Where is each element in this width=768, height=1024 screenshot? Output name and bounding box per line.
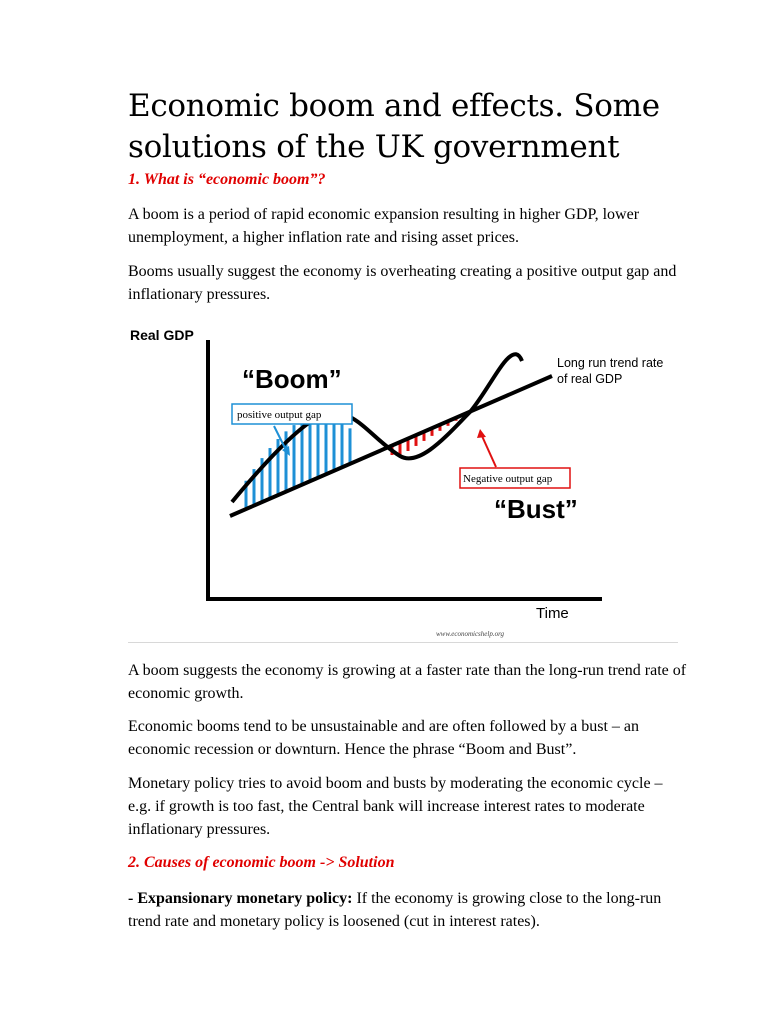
boom-label: “Boom” <box>242 364 342 394</box>
section-heading-1: 1. What is “economic boom”? <box>128 171 326 188</box>
y-axis-label: Real GDP <box>130 327 194 343</box>
boom-bust-chart <box>120 316 680 646</box>
boom-bust-figure <box>120 316 680 646</box>
trend-legend-line2: of real GDP <box>557 372 623 386</box>
trend-legend-line1: Long run trend rate <box>557 356 664 370</box>
paragraph-unsustainable: Economic booms tend to be unsustainable and are often followed by a bust – an economic recession or downturn. Hence the phrase “Boom and Bust”. <box>128 718 639 758</box>
section-heading-2: 2. Causes of economic boom -> Solution <box>128 854 395 871</box>
paragraph-monetary-policy: Monetary policy tries to avoid boom and busts by moderating the economic cycle – e.g. if growth is too fast, the Central bank will increase interest rates to moderate inflationary pressures. <box>128 775 663 838</box>
paragraph-expansionary-policy <box>128 887 688 933</box>
negative-gap-label: Negative output gap <box>463 473 553 485</box>
paragraph-boom-definition: A boom is a period of rapid economic expansion resulting in higher GDP, lower unemployment, a higher inflation rate and rising asset prices. <box>128 206 640 246</box>
page-title: Economic boom and effects. Some solutions of the UK government <box>128 88 660 165</box>
x-axis-label: Time <box>536 605 569 622</box>
paragraph-faster-rate: A boom suggests the economy is growing at a faster rate than the long-run trend rate of economic growth. <box>128 662 687 702</box>
figure-source: www.economicshelp.org <box>436 630 505 638</box>
negative-gap-arrow <box>482 436 496 467</box>
divider <box>128 642 678 643</box>
paragraph-overheating: Booms usually suggest the economy is overheating creating a positive output gap and inflationary pressures. <box>128 263 677 303</box>
expansionary-policy-text: If the economy is growing close to the long-run trend rate and monetary policy is loosened (cut in interest rates). <box>128 890 662 930</box>
bust-label: “Bust” <box>494 494 578 524</box>
positive-gap-label: positive output gap <box>237 409 322 421</box>
expansionary-policy-label: - Expansionary monetary policy: <box>128 890 353 907</box>
